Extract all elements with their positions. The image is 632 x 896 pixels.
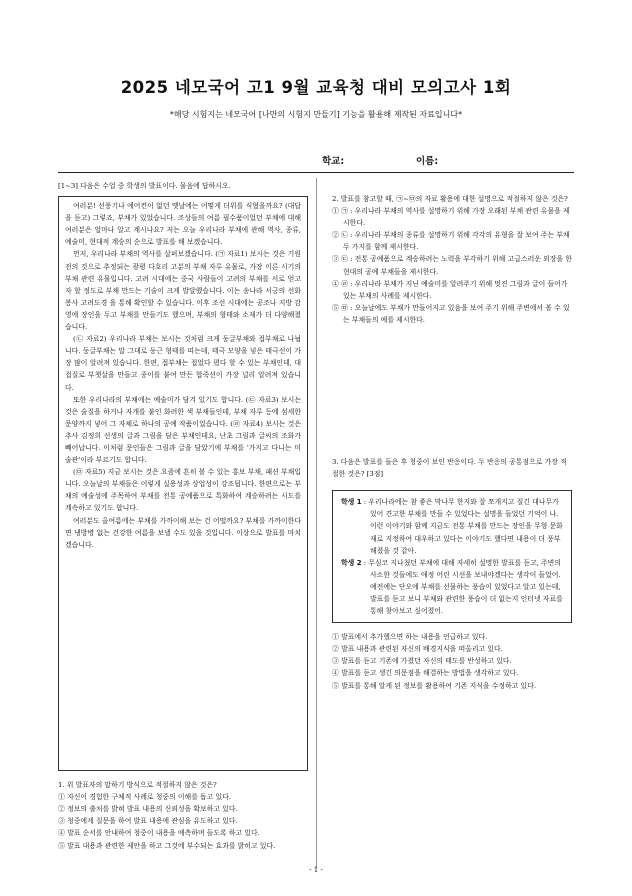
question-2-options [332, 205, 572, 326]
student-label: 학생 1 [341, 498, 362, 507]
student-response-text: : 무심코 지나쳤던 부채에 대해 자세히 설명한 발표를 듣고, 주변의 사소한 것들에도 애정 어린 시선을 보내야겠다는 생각이 들었어. 예전에는 단오에 부채를 선물하는 풍습이 있었다고 알고 있는데, 발표를 듣고 보니 부채와 관련한 풍습이 더 없는지 인터넷 자료를 통해 찾아보고 싶어졌어. [361, 558, 563, 616]
passage-paragraph: 또한 우리나라의 부채에는 예술미가 담겨 있기도 합니다. (㉢ 자료3) 보시는 것은 술질을 하거나 자개를 붙인 화려한 색 부채들인데, 부채 자루 등에 섬세한 문양까지 넣어 그 자체로 하나의 공예 작품이었습니다. (㉣ 자료4) 보시는 것은 추사 김정희 선생의 글과 그림을 담은 부채인데요, 난초 그림과 글씨의 조화가 빼어납니다. 이처럼 문인들은 그림과 글을 담았기에 부채를 '가지고 다니는 미술관'이라 부르기도 합니다. [65, 395, 301, 465]
passage-paragraph: 여러분도 올여름에는 부채를 가까이해 보는 건 어떨까요? 부채를 가까이한다면 냉방병 없는 건강한 여름을 보낼 수도 있을 것입니다. 이상으로 발표를 마치겠습니다. [65, 516, 301, 549]
student-response [341, 496, 563, 556]
question-2-stem: 2. 발표를 참고할 때, ㉠~㉤의 자료 활용에 대한 설명으로 적절하지 않은 것은? [332, 195, 568, 203]
answer-option[interactable]: ③ ㉢ : 전통 공예품으로 계승하려는 노력을 부각하기 위해 고급스러운 외장을 한 현대의 공예 부채들을 제시한다. [332, 255, 572, 276]
student-label: 학생 2 [341, 558, 362, 567]
passage-paragraph: 여러분! 선풍기나 에어컨이 없던 옛날에는 어떻게 더위를 식혔을까요? (대답을 듣고) 그렇죠, 부채가 있었습니다. 조상들의 여름 필수품이었던 부채에 대해 여러분은 얼마나 알고 계시나요? 저는 오늘 우리나라 부채에 관해 역사, 종류, 예술미, 현대적 계승의 순으로 발표를 해 보겠습니다. [65, 202, 301, 247]
answer-option[interactable]: ② 발표 내용과 관련된 자신의 배경지식을 떠올리고 있다. [332, 645, 503, 654]
answer-option[interactable]: ③ 발표를 듣고 기존에 가졌던 자신의 태도를 반성하고 있다. [332, 657, 512, 666]
answer-option[interactable]: ④ 발표를 듣고 생긴 의문점을 해결하는 방법을 생각하고 있다. [332, 669, 519, 678]
speech-passage [58, 196, 308, 771]
question-1 [58, 779, 308, 852]
name-label: 이름: [416, 156, 439, 167]
blank-space [332, 326, 572, 456]
answer-option[interactable]: ⑤ 발표를 통해 알게 된 정보를 활용하여 기존 지식을 수정하고 있다. [332, 681, 537, 690]
question-2 [332, 193, 572, 326]
question-3 [332, 456, 572, 692]
passage-paragraph: (㉡ 자료2) 우리나라 부채는 보시는 것처럼 크게 둥글부채와 접부채로 나뉩니다. 둥글부채는 말 그대로 둥근 형태를 띠는데, 태극 모양을 넣은 태극선이 가장 많이 알려져 있습니다. 한편, 접부채는 접었다 폈다 할 수 있는 부채인데, 대접질로 부챗살을 만들고 종이를 붙여 만든 합죽선이 가장 널리 알려져 있습니다. [65, 335, 301, 392]
answer-option[interactable]: ③ 청중에게 질문을 하여 발표 내용에 관심을 유도하고 있다. [58, 817, 238, 826]
question-3-options [332, 631, 572, 691]
answer-option[interactable]: ① 발표에서 추가했으면 하는 내용을 언급하고 있다. [332, 633, 488, 642]
answer-option[interactable]: ① 자신이 경험한 구체적 사례로 청중의 이해를 돕고 있다. [58, 793, 232, 802]
school-label: 학교: [322, 156, 345, 167]
question-group-intro: [1~3] 다음은 수업 중 학생의 발표이다. 물음에 답하시오. [58, 182, 231, 190]
student-response [341, 557, 563, 617]
passage-paragraph: 먼저, 우리나라 부채의 역사를 살펴보겠습니다. (㉠ 자료1) 보시는 것은 기원전의 것으로 추정되는 광평 다호리 고분의 부채 자루 유물로, 가장 이른 시기의 부채 관련 유물입니다. 고려 시대에는 중국 사람들이 고려의 부채를 서로 얻고자 할 정도로 부채 만드는 기술이 크게 발달했습니다. 이는 송나라 서긍의 선화봉사 고려도경 을 통해 확인할 수 있습니다. 이후 조선 시대에는 공조나 지방 감영에 장인을 두고 부채를 만들기도 했으며, 부채의 형태와 소재가 더 다양해졌습니다. [65, 250, 301, 332]
exam-subtitle: *해당 시험지는 네모국어 [나만의 시험지 만들기] 기능을 활용해 제작된 자료입니다* [169, 110, 463, 119]
right-column [332, 193, 572, 692]
student-responses-box [332, 490, 572, 623]
passage-paragraph: (㉤ 자료5) 지금 보시는 것은 요즘에 흔히 볼 수 있는 홍보 부채, 패션 부채입니다. 오늘날의 부채들은 이렇게 실용성과 상업성이 강조됩니다. 한편으로는 부채의 예술성에 주목하여 부채를 전통 공예품으로 특화하여 계승하려는 시도를 계속하고 있기도 합니다. [65, 468, 301, 513]
question-1-options [58, 791, 308, 851]
student-info-bar [0, 150, 632, 170]
question-3-stem: 3. 다음은 발표를 들은 후 청중이 보인 반응이다. 두 반응의 공통점으로 가장 적절한 것은? [3점] [332, 458, 567, 479]
column-divider [316, 178, 317, 868]
answer-option[interactable]: ① ㉠ : 우리나라 부채의 역사를 설명하기 위해 가장 오래된 부채 관련 유물을 제시한다. [332, 207, 570, 228]
page-number: - 1 - [309, 866, 323, 874]
answer-option[interactable]: ⑤ ㉤ : 오늘날에도 부채가 만들어지고 있음을 보여 주기 위해 주변에서 볼 수 있는 부채들의 예를 제시한다. [332, 303, 570, 324]
header-divider [58, 172, 574, 173]
answer-option[interactable]: ⑤ 발표 내용과 관련한 제안을 하고 그것에 부수되는 효과를 밝히고 있다. [58, 841, 276, 850]
exam-title: 2025 네모국어 고1 9월 교육청 대비 모의고사 1회 [120, 78, 512, 97]
answer-option[interactable]: ④ ㉣ : 우리나라 부채가 지닌 예술미를 알려주기 위해 멋진 그림과 글이 들어가 있는 부채의 사례를 제시한다. [332, 279, 568, 300]
left-column [58, 180, 308, 852]
answer-option[interactable]: ④ 발표 순서를 안내하여 청중이 내용을 예측하며 들도록 하고 있다. [58, 829, 260, 838]
question-1-stem: 1. 위 발표자의 말하기 방식으로 적절하지 않은 것은? [58, 781, 217, 790]
student-response-text: : 우리나라에는 참 좋은 막나무 한지와 잘 쪼개지고 질긴 대나무가 있어 견고한 부채를 만들 수 있었다는 설명을 들었던 기억이 나. 이런 이야기와 함께 지금도 전통 부채를 만드는 장인을 무형 문화재로 지정하여 대우하고 있다는 이야기도 했다면 내용이 더 풍부해졌을 것 같아. [361, 498, 563, 555]
answer-option[interactable]: ② 정보의 출처를 밝혀 발표 내용의 신뢰성을 확보하고 있다. [58, 805, 238, 814]
answer-option[interactable]: ② ㉡ : 우리나라 부채의 종류를 설명하기 위해 각각의 유형을 잘 보여 주는 부채 두 가지를 함께 제시한다. [332, 231, 570, 252]
